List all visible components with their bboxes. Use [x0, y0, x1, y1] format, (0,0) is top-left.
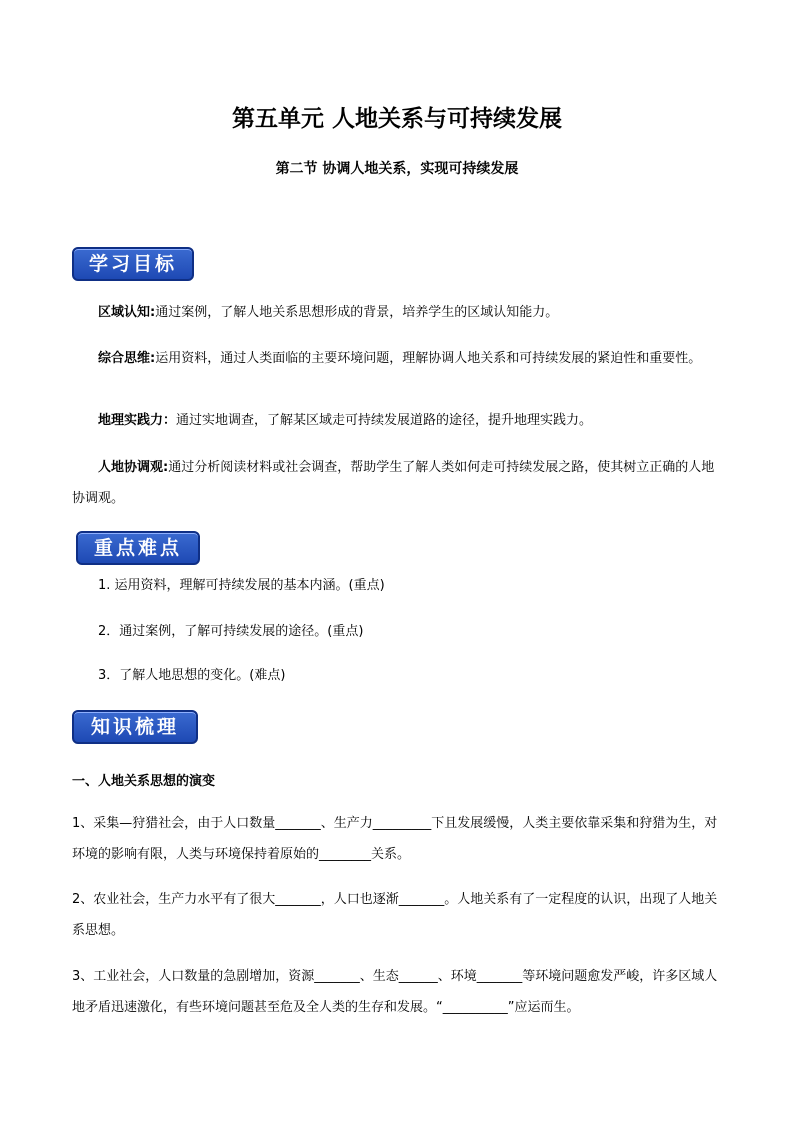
goal-label: 综合思维:	[98, 351, 156, 366]
key-point-item: 2．通过案例，了解可持续发展的途径。(重点)	[98, 624, 364, 639]
goal-label: 地理实践力：	[98, 413, 177, 428]
goal-geo-practice	[72, 405, 722, 436]
goal-text: 运用资料，通过人类面临的主要环境问题，理解协调人地关系和可持续发展的紧迫性和重要性。	[155, 351, 702, 366]
knowledge-heading: 一、人地关系思想的演变	[72, 774, 216, 789]
knowledge-review-badge: 知识梳理	[72, 710, 198, 744]
goal-text: 通过案例，了解人地关系思想形成的背景，培养学生的区域认知能力。	[155, 305, 559, 320]
goal-text: 通过实地调查，了解某区域走可持续发展道路的途径，提升地理实践力。	[176, 413, 593, 428]
goal-label: 人地协调观:	[98, 460, 169, 475]
goal-human-land-coordination	[72, 452, 722, 514]
key-point-item: 1. 运用资料，理解可持续发展的基本内涵。(重点)	[98, 578, 385, 593]
goal-text: 通过分析阅读材料或社会调查，帮助学生了解人类如何走可持续发展之路，使其树立正确的人地协调观。	[72, 460, 715, 506]
section-subtitle: 第二节 协调人地关系，实现可持续发展	[275, 161, 519, 177]
goal-label: 区域认知:	[98, 305, 156, 320]
knowledge-item: 1、采集—狩猎社会，由于人口数量_______、生产力_________下且发展缓慢，人类主要依靠采集和狩猎为生，对环境的影响有限，人类与环境保持着原始的________关系。	[72, 816, 718, 862]
learning-goals-badge: 学习目标	[72, 247, 194, 281]
knowledge-item: 2、农业社会，生产力水平有了很大_______，人口也逐渐_______。人地关系有了一定程度的认识，出现了人地关系思想。	[72, 892, 718, 938]
key-point-item: 3．了解人地思想的变化。(难点)	[98, 668, 286, 683]
knowledge-item: 3、工业社会，人口数量的急剧增加，资源_______、生态______、环境_______等环境问题愈发严峻，许多区域人地矛盾迅速激化，有些环境问题甚至危及全人类的生存和发展。“__________”应运而生。	[72, 969, 718, 1015]
page-title: 第五单元 人地关系与可持续发展	[231, 105, 562, 132]
goal-comprehensive-thinking	[72, 343, 722, 374]
goal-region-cognition	[72, 297, 722, 328]
key-points-badge: 重点难点	[76, 531, 200, 565]
